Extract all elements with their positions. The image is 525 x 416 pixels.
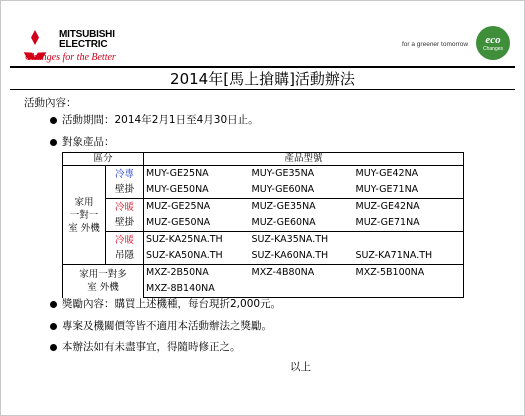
bullet-dot-icon bbox=[50, 117, 57, 124]
table-header-row bbox=[63, 153, 464, 166]
eco-badge-main: eco bbox=[485, 33, 501, 46]
mode-label: 冷專 bbox=[115, 169, 135, 180]
slogan-text: for a greener tomorrow bbox=[402, 41, 469, 48]
model-cell: SUZ-KA50NA.TH bbox=[144, 248, 250, 265]
product-table bbox=[62, 152, 464, 298]
model-cell: MXZ-5B100NA bbox=[354, 265, 464, 282]
bullet-dot-icon bbox=[50, 344, 57, 351]
brand-name-line1: MITSUBISHI bbox=[59, 29, 115, 40]
model-cell: MXZ-8B140NA bbox=[144, 281, 250, 298]
bullet-dot-icon bbox=[50, 323, 57, 330]
mode-label: 冷暖 bbox=[115, 235, 135, 246]
model-cell: MUZ-GE35NA bbox=[250, 199, 354, 216]
model-cell: MUZ-GE60NA bbox=[251, 217, 316, 228]
model-cell: SUZ-KA60NA.TH bbox=[251, 250, 329, 261]
model-cell: MXZ-4B80NA bbox=[250, 265, 354, 282]
category-line: 家用一對多 bbox=[79, 269, 127, 281]
mount-label: 壁掛 bbox=[115, 184, 135, 195]
eco-badge-icon bbox=[476, 26, 510, 60]
projects-note: 專案及機關價等皆不適用本活動辦法之獎勵。 bbox=[62, 320, 272, 332]
model-cell: SUZ-KA71NA.TH bbox=[354, 248, 464, 265]
category-line: 一對一 bbox=[69, 209, 99, 221]
brand-tagline: Changes for the Better bbox=[25, 52, 116, 63]
model-cell: MUY-GE25NA bbox=[144, 166, 250, 183]
model-cell: MUY-GE35NA bbox=[250, 166, 354, 183]
letterhead bbox=[10, 26, 513, 66]
category-cell bbox=[63, 265, 144, 298]
bullet-dot-icon bbox=[50, 139, 57, 146]
eco-badge-sub: Changes bbox=[482, 45, 503, 52]
model-cell: MUY-GE50NA bbox=[144, 182, 250, 199]
reward-text: 獎勵內容：購買上述機種，每台現折2,000元。 bbox=[62, 298, 282, 310]
products-label: 對象產品： bbox=[62, 136, 115, 148]
header-divider-bottom bbox=[10, 89, 515, 90]
product-type-cell bbox=[106, 232, 144, 265]
header-models: 產品型號 bbox=[144, 153, 464, 166]
table-row bbox=[63, 199, 464, 216]
closing-mark: 以上 bbox=[290, 361, 311, 373]
category-line: 室 外機 bbox=[87, 282, 119, 294]
mount-label: 吊隱 bbox=[115, 250, 135, 261]
table-row bbox=[63, 166, 464, 183]
mount-label: 壁掛 bbox=[115, 217, 135, 228]
product-type-cell bbox=[106, 166, 144, 199]
model-cell: MUZ-GE50NA bbox=[144, 215, 250, 232]
model-cell: MUY-GE42NA bbox=[354, 166, 464, 183]
document-title: 2014年[馬上搶購]活動辦法 bbox=[170, 70, 355, 88]
rules-note: 本辦法如有未盡事宜，得隨時修正之。 bbox=[62, 341, 241, 353]
model-cell: MUZ-GE42NA bbox=[354, 199, 464, 216]
category-line: 室 外機 bbox=[68, 222, 100, 234]
header-divider-top bbox=[10, 66, 515, 68]
model-cell bbox=[354, 232, 464, 249]
section-label: 活動內容： bbox=[24, 97, 77, 109]
mode-label: 冷暖 bbox=[115, 202, 135, 213]
brand-name-line2: ELECTRIC bbox=[59, 39, 108, 50]
model-cell bbox=[354, 281, 464, 298]
bullet-dot-icon bbox=[50, 301, 57, 308]
category-line: 家用 bbox=[74, 196, 94, 208]
category-cell bbox=[63, 166, 106, 265]
model-cell: MUZ-GE25NA bbox=[144, 199, 250, 216]
model-cell: SUZ-KA25NA.TH bbox=[144, 232, 250, 249]
campaign-period: 活動期間：2014年2月1日至4月30日止。 bbox=[62, 114, 259, 126]
model-cell: SUZ-KA35NA.TH bbox=[250, 232, 354, 249]
model-cell: MXZ-2B50NA bbox=[144, 265, 250, 282]
header-category: 區分 bbox=[63, 153, 144, 166]
model-cell: MUZ-GE71NA bbox=[354, 215, 464, 232]
table-row bbox=[63, 265, 464, 282]
table-row bbox=[63, 232, 464, 249]
model-cell: MUY-GE60NA bbox=[251, 184, 315, 195]
model-cell bbox=[250, 281, 354, 298]
model-cell: MUY-GE71NA bbox=[354, 182, 464, 199]
product-type-cell bbox=[106, 199, 144, 232]
